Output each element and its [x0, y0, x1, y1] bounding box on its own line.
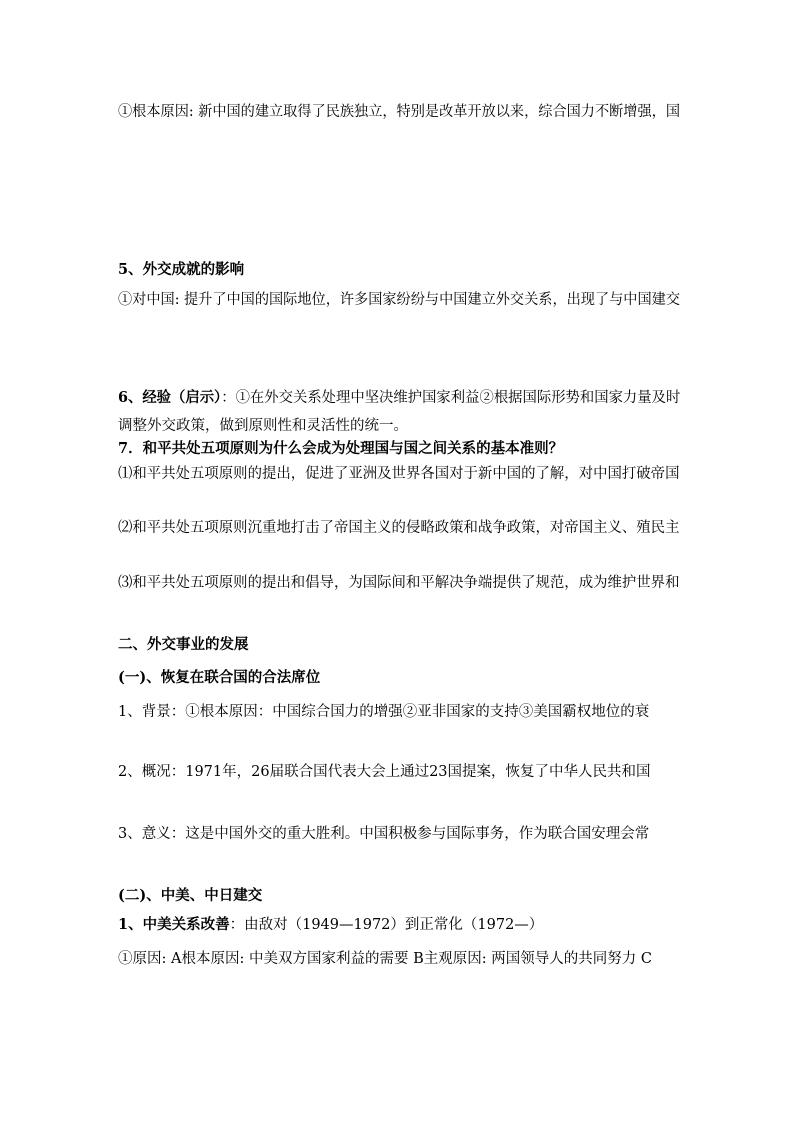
- paragraph-overview: [118, 757, 680, 817]
- paragraph-us-relations: [118, 910, 680, 940]
- paragraph-principle-2: [118, 516, 680, 566]
- heading-text: 5、外交成就的影响: [118, 261, 245, 278]
- heading-diplomatic-impact: [118, 253, 680, 286]
- heading-text: 二、外交事业的发展: [118, 636, 249, 653]
- text-line: 2、概况：1971年，26届联合国代表大会上通过23国提案，恢复了中华人民共和国: [118, 764, 651, 780]
- paragraph-principle-3: [118, 571, 680, 621]
- subsection-heading-us-japan: [118, 881, 680, 911]
- paragraph-principle-1: [118, 462, 680, 512]
- us-relations-label: 1、中美关系改善: [118, 916, 230, 933]
- text-line: 3、意义：这是中国外交的重大胜利。中国积极参与国际事务，作为联合国安理会常: [118, 826, 650, 842]
- experience-text: ：①在外交关系处理中坚决维护国家利益②根据国际形势和国家力量及时: [221, 390, 680, 406]
- heading-text: (一)、恢复在联合国的合法席位: [118, 669, 321, 686]
- text-line: [118, 381, 680, 414]
- paragraph-experience: [118, 381, 680, 441]
- text-line: ①根本原因: 新中国的建立取得了民族独立，特别是改革开放以来，综合国力不断增强，国: [118, 104, 680, 120]
- heading-text: 7．和平共处五项原则为什么会成为处理国与国之间关系的基本准则？: [118, 440, 564, 457]
- paragraph-us-reasons: [118, 944, 680, 1004]
- text-line: ⑴和平共处五项原则的提出，促进了亚洲及世界各国对于新中国的了解，对中国打破帝国: [118, 466, 680, 482]
- text-line: 1、背景：①根本原因：中国综合国力的增强②亚非国家的支持③美国霸权地位的衰: [118, 704, 650, 720]
- us-relations-text: ：由敌对（1949—1972）到正常化（1972—）: [229, 917, 544, 933]
- text-line: ⑵和平共处五项原则沉重地打击了帝国主义的侵略政策和战争政策，对帝国主义、殖民主: [118, 520, 680, 536]
- paragraph-background: [118, 697, 680, 757]
- subsection-heading-un-seat: [118, 663, 680, 693]
- experience-label: 6、经验（启示）: [118, 389, 222, 406]
- text-line: 调整外交政策，做到原则性和灵活性的统一。: [118, 418, 408, 434]
- text-line: ①对中国: 提升了中国的国际地位，许多国家纷纷与中国建立外交关系，出现了与中国建交: [118, 292, 680, 308]
- heading-five-principles: [118, 436, 680, 461]
- paragraph-causes: [118, 96, 680, 261]
- text-line: ⑶和平共处五项原则的提出和倡导，为国际间和平解决争端提供了规范，成为维护世界和: [118, 575, 680, 591]
- section-heading-diplomacy-development: [118, 630, 680, 660]
- text-line: ①原因: A根本原因: 中美双方国家利益的需要 B主观原因: 两国领导人的共同努力 C: [118, 951, 652, 967]
- paragraph-significance: [118, 819, 680, 879]
- heading-text: (二)、中美、中日建交: [118, 887, 263, 904]
- paragraph-impact: [118, 284, 680, 383]
- text-line: [118, 910, 680, 940]
